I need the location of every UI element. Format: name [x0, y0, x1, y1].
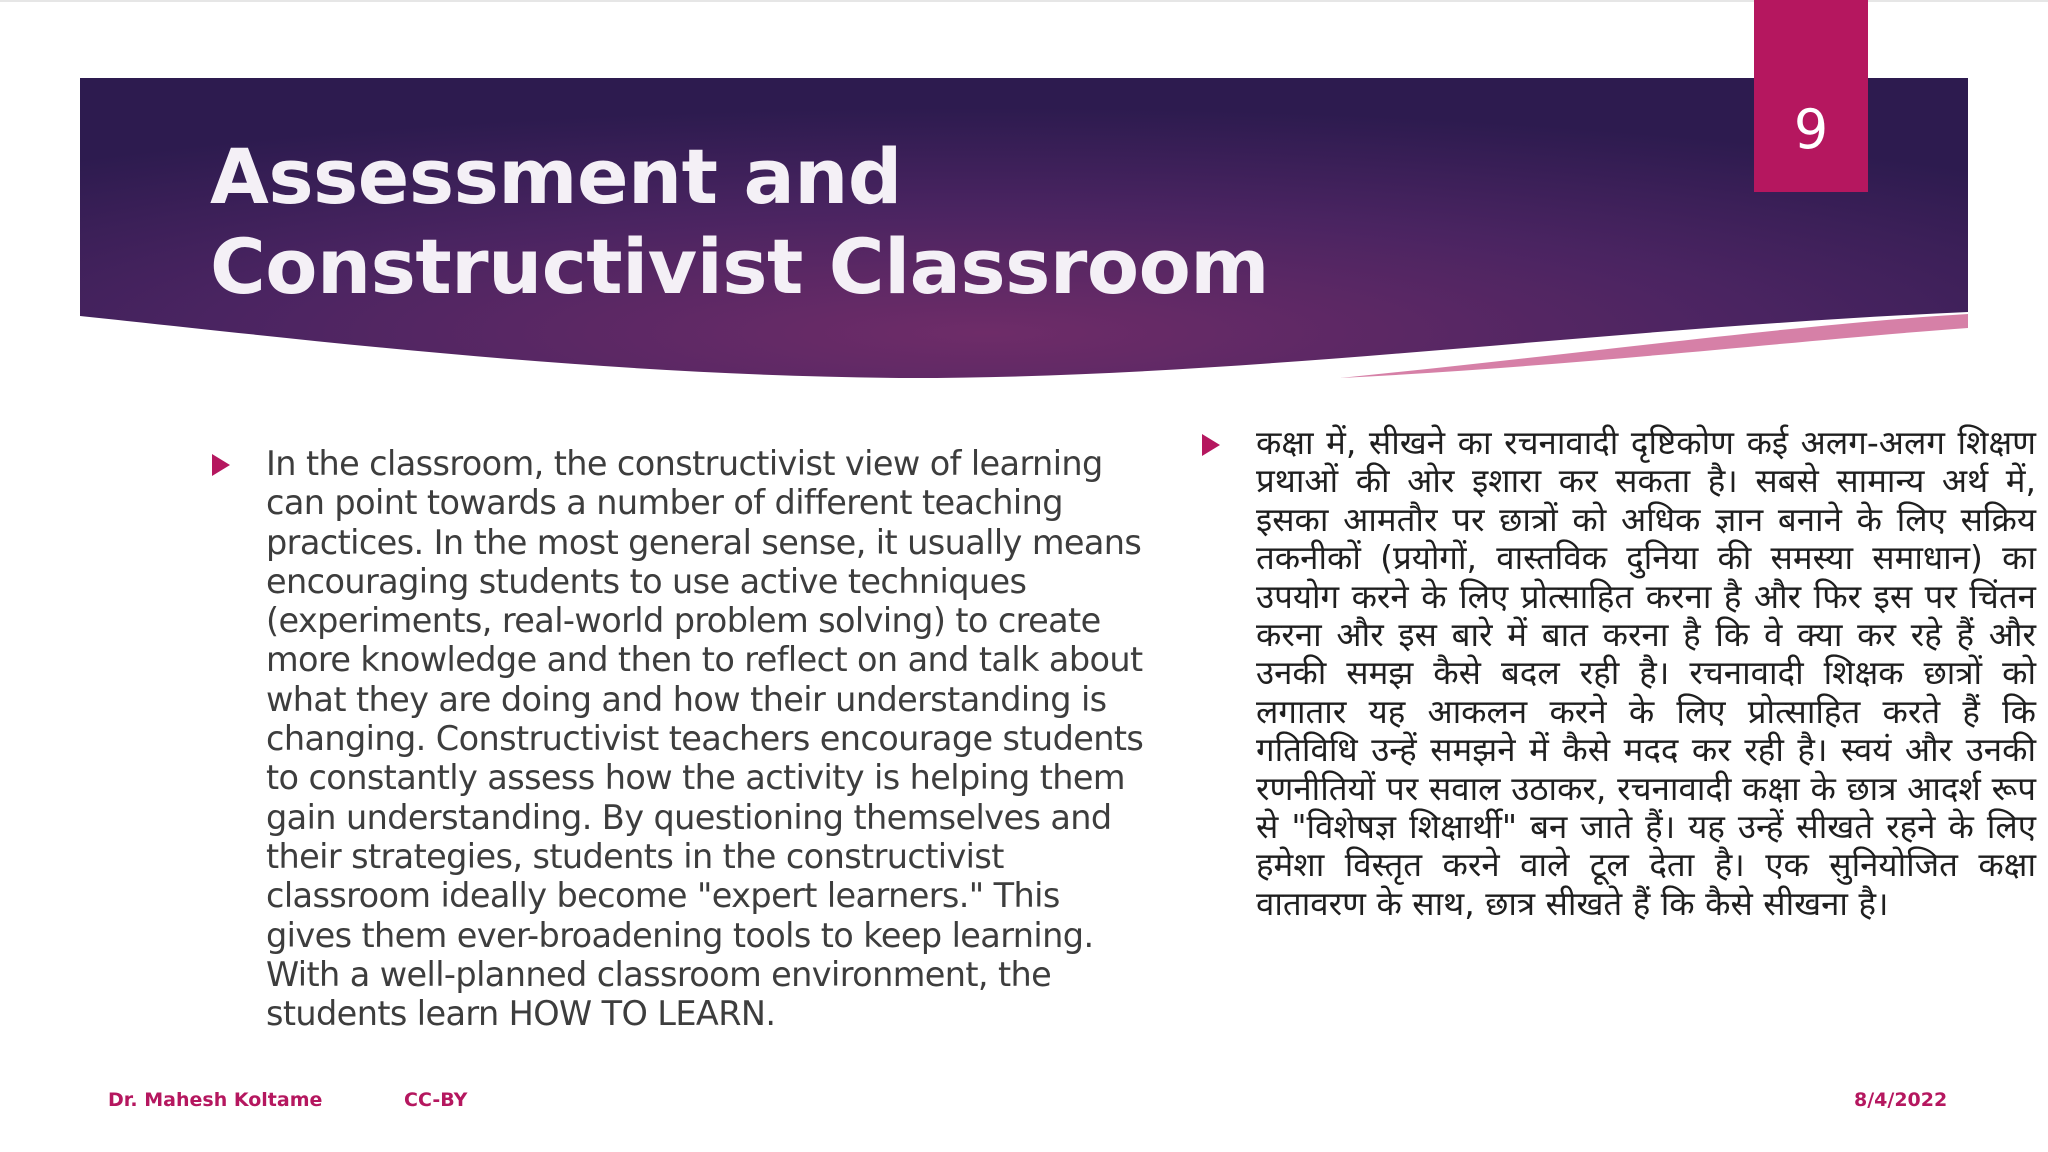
slide-title: Assessment and Constructivist Classroom [210, 132, 1269, 311]
footer-author: Dr. Mahesh Koltame [108, 1089, 323, 1111]
bullet-arrow-icon [1202, 434, 1220, 456]
page-number-tab [1754, 0, 1868, 192]
footer-date: 8/4/2022 [1854, 1089, 1948, 1111]
footer-license: CC-BY [404, 1089, 468, 1111]
hindi-paragraph: कक्षा में, सीखने का रचनावादी दृष्टिकोण कई अलग-अलग शिक्षण प्रथाओं की ओर इशारा कर सकता है। सबसे सामान्य अर्थ में, इसका आमतौर पर छात्रों को अधिक ज्ञान बनाने के लिए सक्रिय तकनीकों (प्रयोगों, वास्तविक दुनिया की समस्या समाधान) का उपयोग करने के लिए प्रोत्साहित करना है और फिर इस पर चिंतन करना और इस बारे में बात करना है कि वे क्या कर रहे हैं और उनकी समझ कैसे बदल रही है। रचनावादी शिक्षक छात्रों को लगातार यह आकलन करने के लिए प्रोत्साहित करते हैं कि गतिविधि उन्हें समझने में कैसे मदद कर रही है। स्वयं और उनकी रणनीतियों पर सवाल उठाकर, रचनावादी कक्षा के छात्र आदर्श रूप से "विशेषज्ञ शिक्षार्थी" बन जाते हैं। यह उन्हें सीखते रहने के लिए हमेशा विस्तृत करने वाले टूल देता है। एक सुनियोजित कक्षा वातावरण के साथ, छात्र सीखते हैं कि कैसे सीखना है। [1256, 423, 2036, 923]
bullet-arrow-icon [212, 454, 230, 476]
page-number: 9 [1793, 98, 1829, 161]
top-divider [0, 0, 2048, 2]
english-paragraph: In the classroom, the constructivist view of learning can point towards a number of different teaching practices. In the most general sense, it usually means encouraging students to use active techniques (experiments, real-world problem solving) to create more knowledge and then to reflect on and talk about what they are doing and how their understanding is changing. Constructivist teachers encourage students to constantly assess how the activity is helping them gain understanding. By questioning themselves and their strategies, students in the constructivist classroom ideally become "expert learners." This gives them ever-broadening tools to keep learning. With a well-planned classroom environment, the students learn HOW TO LEARN. [266, 444, 1144, 1034]
